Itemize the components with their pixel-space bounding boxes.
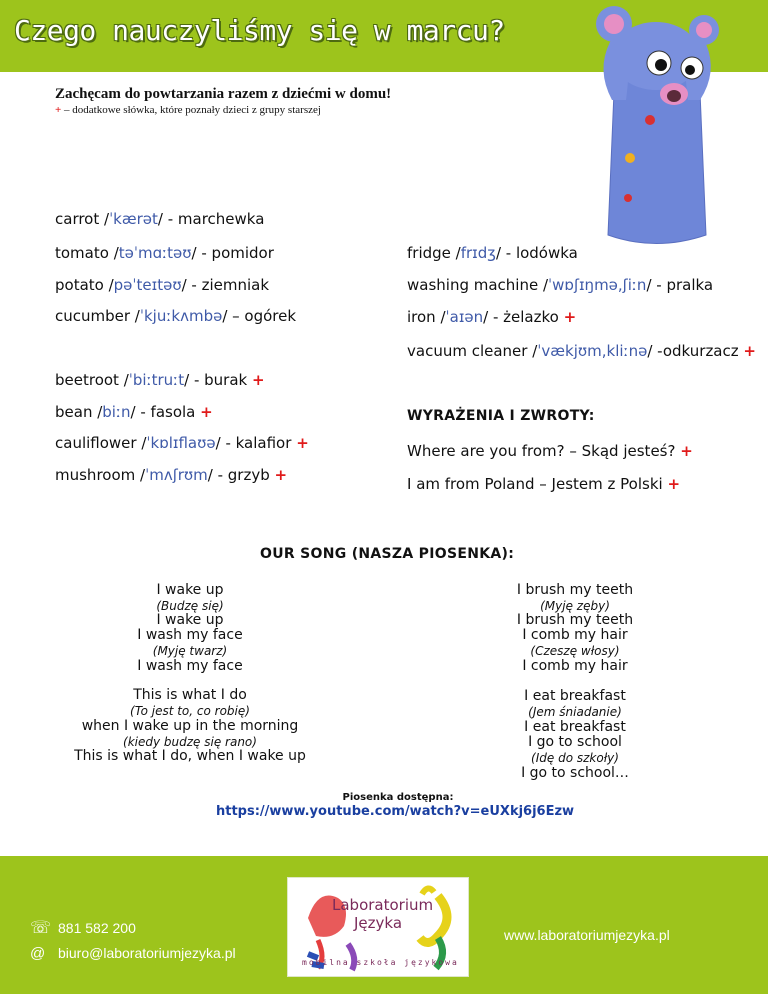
vocab-word: potato /: [55, 276, 114, 294]
song-translation: (Idę do szkoły): [531, 751, 619, 765]
song-translation: (Myję zęby): [540, 599, 610, 613]
vocab-ipa: ˈbiːtruːt: [128, 371, 185, 389]
vocab-ipa: təˈmɑːtəʊ: [118, 244, 192, 262]
vocab-word: iron /: [407, 308, 446, 326]
page-title: Czego nauczyliśmy się w marcu?: [14, 14, 505, 47]
song-line: I go to school…: [521, 765, 629, 781]
song-translation: (To jest to, co robię): [130, 704, 250, 718]
intro-text: Zachęcam do powtarzania razem z dziećmi w domu!: [55, 86, 392, 102]
song-translation: (kiedy budzę się rano): [123, 735, 257, 749]
logo-line1: Laboratorium: [332, 896, 434, 914]
vocab-ipa: frɪdʒ: [460, 244, 496, 262]
plus-marker: +: [743, 342, 756, 360]
vocab-ipa: ˈmʌʃrʊm: [145, 466, 208, 484]
vocab-item: [55, 244, 274, 262]
puppet-illustration: [586, 0, 726, 250]
song-line: I eat breakfast: [524, 688, 626, 704]
vocab-item: [407, 244, 578, 262]
vocab-word: tomato /: [55, 244, 119, 262]
vocab-word: fridge /: [407, 244, 461, 262]
vocab-translation: / – ogórek: [222, 307, 297, 325]
phrases-heading: WYRAŻENIA I ZWROTY:: [407, 408, 595, 424]
song-translation: (Jem śniadanie): [528, 705, 622, 719]
vocab-word: vacuum cleaner /: [407, 342, 538, 360]
vocab-item: [55, 434, 309, 452]
song-line: This is what I do: [133, 687, 247, 703]
plus-marker: +: [667, 475, 681, 493]
song-line: I brush my teeth: [516, 612, 634, 628]
vocab-word: washing machine /: [407, 276, 549, 294]
phrase-item: [407, 442, 693, 460]
vocab-translation: / - burak: [184, 371, 248, 389]
vocab-item: [407, 308, 576, 326]
plus-marker: +: [251, 371, 265, 389]
vocab-translation: / - ziemniak: [181, 276, 270, 294]
phone-icon: ☏: [30, 918, 52, 937]
song-line: I comb my hair: [522, 658, 628, 674]
plus-marker: +: [296, 434, 309, 452]
plus-marker: +: [680, 442, 693, 460]
vocab-word: mushroom /: [55, 466, 146, 484]
vocab-ipa: ˈwɒʃɪŋmə,ʃiːn: [548, 276, 647, 294]
phone-number: 881 582 200: [58, 920, 136, 936]
vocab-ipa: ˈkɒlɪflaʊə: [146, 434, 216, 452]
logo-line2: Języka: [354, 914, 403, 932]
vocab-translation: / - żelazko: [483, 308, 559, 326]
vocab-ipa: biːn: [102, 403, 131, 421]
vocab-translation: / - kalafior: [215, 434, 292, 452]
plus-legend-text: – dodatkowe słówka, które poznały dzieci z grupy starszej: [61, 104, 321, 116]
vocab-translation: / - marchewka: [157, 210, 265, 228]
song-line: I go to school: [528, 734, 622, 750]
vocab-ipa: ˈkjuːkʌmbə: [139, 307, 223, 325]
email-icon: @: [30, 945, 46, 962]
vocab-item: [55, 466, 287, 484]
phrase-item: [407, 475, 680, 493]
vocab-translation: / - lodówka: [495, 244, 578, 262]
song-translation: (Czeszę włosy): [530, 644, 620, 658]
song-line: This is what I do, when I wake up: [74, 748, 306, 764]
phrase-text: I am from Poland – Jestem z Polski: [407, 475, 663, 493]
vocab-item: [55, 307, 296, 325]
school-logo: [287, 877, 469, 977]
song-line: I eat breakfast: [524, 719, 626, 735]
song-heading: OUR SONG (NASZA PIOSENKA):: [260, 546, 515, 562]
vocab-item: [407, 276, 713, 294]
vocab-translation: / -odkurzacz: [647, 342, 739, 360]
vocab-item: [55, 371, 265, 389]
vocab-ipa: ˈvækjʊm,kliːnə: [537, 342, 648, 360]
vocab-translation: / - pralka: [646, 276, 714, 294]
plus-legend: [55, 104, 321, 116]
song-translation: (Myję twarz): [152, 644, 228, 658]
vocab-word: bean /: [55, 403, 103, 421]
song-line: when I wake up in the morning: [81, 718, 299, 734]
plus-marker: +: [274, 466, 288, 484]
vocab-item: [55, 276, 269, 294]
song-line: I comb my hair: [522, 627, 628, 643]
song-line: I wake up: [156, 582, 224, 598]
song-line: I wake up: [156, 612, 224, 628]
song-available-label: Piosenka dostępna:: [342, 792, 454, 803]
vocab-word: cauliflower /: [55, 434, 147, 452]
plus-marker: +: [563, 308, 577, 326]
vocab-word: beetroot /: [55, 371, 129, 389]
vocab-ipa: pəˈteɪtəʊ: [113, 276, 182, 294]
phrase-text: Where are you from? – Skąd jesteś?: [407, 442, 676, 460]
vocab-translation: / - fasola: [130, 403, 196, 421]
vocab-item: [55, 210, 264, 228]
vocab-word: carrot /: [55, 210, 110, 228]
plus-marker: +: [55, 104, 62, 116]
song-line: I brush my teeth: [516, 582, 634, 598]
vocab-translation: / - pomidor: [191, 244, 274, 262]
vocab-ipa: ˈaɪən: [445, 308, 484, 326]
email-link[interactable]: biuro@laboratoriumjezyka.pl: [58, 945, 236, 961]
song-youtube-link[interactable]: https://www.youtube.com/watch?v=eUXkj6j6Ezw: [216, 804, 575, 819]
song-line: I wash my face: [137, 658, 243, 674]
plus-marker: +: [200, 403, 213, 421]
vocab-ipa: ˈkærət: [109, 210, 158, 228]
song-translation: (Budzę się): [156, 599, 224, 613]
vocab-translation: / - grzyb: [207, 466, 270, 484]
vocab-item: [407, 342, 756, 360]
website-link[interactable]: www.laboratoriumjezyka.pl: [504, 927, 670, 943]
song-line: I wash my face: [137, 627, 243, 643]
vocab-item: [55, 403, 213, 421]
vocab-word: cucumber /: [55, 307, 140, 325]
logo-tagline: mobilna szkoła językowa: [302, 958, 459, 967]
